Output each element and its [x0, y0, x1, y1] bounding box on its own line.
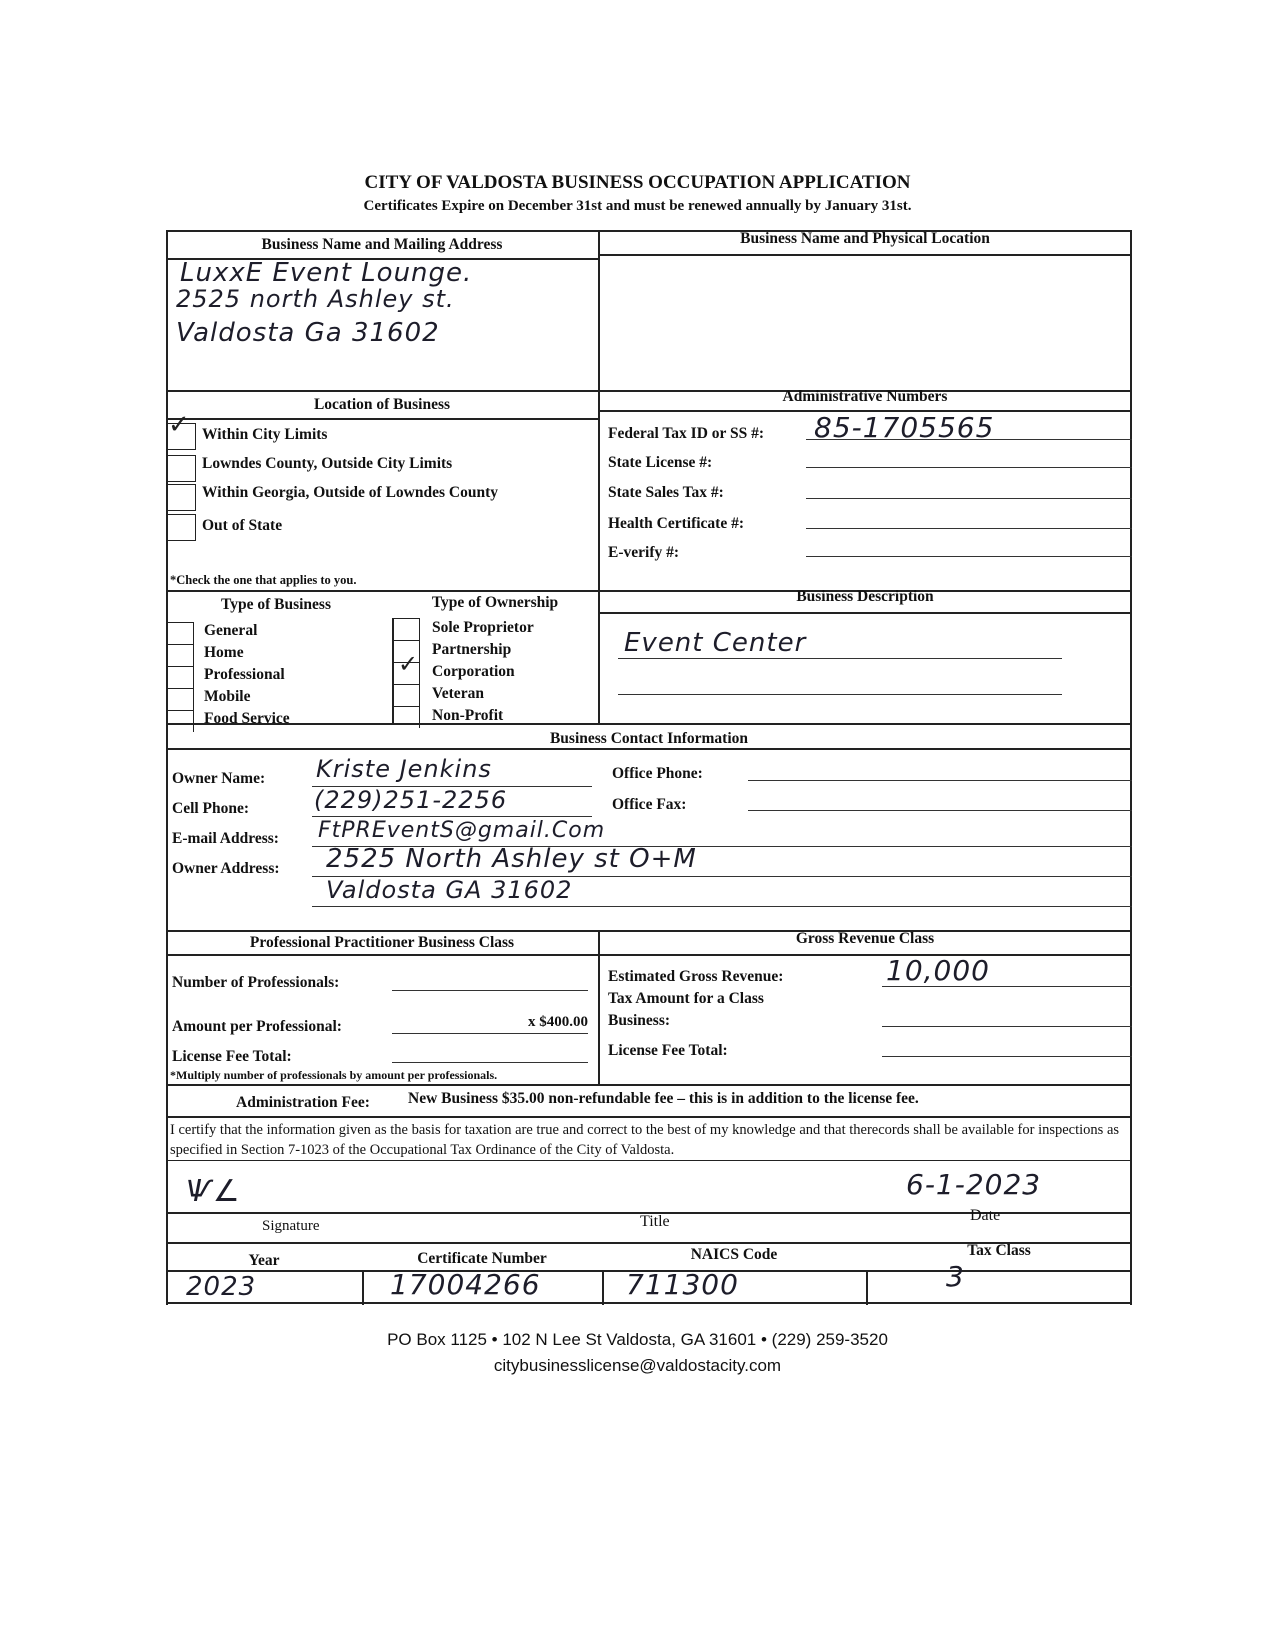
amount-per-professional-value: x $400.00	[528, 1014, 588, 1030]
business-type-mobile: Mobile	[204, 688, 251, 705]
certify-text: I certify that the information given as the basis for taxation are true and correct to the best of my knowledge and that therecords shall be available for inspections as specified in Section 7-1023 of the Occupational Tax Ordinance of the City of Valdosta.	[170, 1122, 1120, 1158]
description-line-2[interactable]	[618, 694, 1062, 695]
sole-proprietor-checkbox[interactable]	[392, 618, 420, 640]
home-checkbox[interactable]	[166, 644, 194, 666]
location-option-3: Within Georgia, Outside of Lowndes County	[202, 484, 498, 501]
date-label: Date	[970, 1207, 1001, 1224]
owner-address-label: Owner Address:	[172, 860, 280, 877]
email-label: E-mail Address:	[172, 830, 279, 847]
gross-fee-label: License Fee Total:	[608, 1042, 728, 1059]
page-title: CITY OF VALDOSTA BUSINESS OCCUPATION APPLICATION	[364, 172, 911, 193]
state-license-field[interactable]	[806, 467, 1132, 468]
email-value: FtPREventS@gmail.Com	[318, 818, 606, 843]
everify-field[interactable]	[806, 556, 1132, 557]
estimated-gross-label: Estimated Gross Revenue:	[608, 968, 784, 985]
health-cert-label: Health Certificate #:	[608, 515, 744, 532]
ownership-check-mark: ✓	[398, 650, 419, 678]
general-checkbox[interactable]	[166, 622, 194, 644]
owner-name-value: Kriste Jenkins	[316, 755, 492, 783]
lowndes-county-checkbox[interactable]	[166, 455, 196, 482]
office-phone-label: Office Phone:	[612, 765, 703, 782]
num-professionals-field[interactable]	[392, 990, 588, 991]
date-value: 6-1-2023	[906, 1168, 1042, 1201]
food-service-checkbox[interactable]	[166, 710, 194, 732]
tax-amount-field[interactable]	[882, 1026, 1132, 1027]
ownership-non-profit: Non-Profit	[432, 707, 504, 724]
application-form	[166, 230, 1132, 1360]
state-license-label: State License #:	[608, 454, 713, 471]
office-fax-label: Office Fax:	[612, 796, 687, 813]
cell-phone-label: Cell Phone:	[172, 800, 250, 817]
health-cert-field[interactable]	[806, 528, 1132, 529]
mailing-line-2: 2525 north Ashley st.	[176, 285, 455, 313]
year-label: Year	[248, 1252, 280, 1269]
location-heading: Location of Business	[313, 396, 451, 413]
location-option-4: Out of State	[202, 517, 283, 534]
estimated-gross-value: 10,000	[886, 954, 990, 987]
veteran-checkbox[interactable]	[392, 684, 420, 706]
fed-tax-label: Federal Tax ID or SS #:	[608, 425, 765, 442]
gross-fee-field[interactable]	[882, 1056, 1132, 1057]
professional-note: *Multiply number of professionals by amount per professionals.	[170, 1068, 498, 1082]
amount-per-professional-label: Amount per Professional:	[172, 1018, 342, 1035]
admin-fee-text: New Business $35.00 non-refundable fee – this is in addition to the license fee.	[408, 1090, 919, 1107]
cell-phone-value: (229)251-2256	[314, 786, 508, 814]
ownership-corporation: Corporation	[432, 663, 515, 680]
mailing-heading: Business Name and Mailing Address	[261, 236, 503, 253]
everify-label: E-verify #:	[608, 544, 680, 561]
ownership-partnership: Partnership	[432, 641, 512, 658]
owner-name-label: Owner Name:	[172, 770, 266, 787]
ownership-sole-proprietor: Sole Proprietor	[432, 619, 534, 636]
out-of-state-checkbox[interactable]	[166, 514, 196, 541]
professional-fee-field[interactable]	[392, 1062, 588, 1063]
num-professionals-label: Number of Professionals:	[172, 974, 340, 991]
gross-heading: Gross Revenue Class	[795, 930, 935, 947]
tax-class-value: 3	[946, 1260, 965, 1293]
page-subtitle: Certificates Expire on December 31st and must be renewed annually by January 31st.	[363, 198, 912, 214]
within-georgia-checkbox[interactable]	[166, 484, 196, 511]
year-value: 2023	[186, 1272, 257, 1302]
mailing-line-3: Valdosta Ga 31602	[176, 318, 440, 348]
physical-location-area[interactable]	[602, 258, 1128, 388]
tax-amount-label-1: Tax Amount for a Class	[608, 990, 764, 1007]
cert-number-value: 17004266	[390, 1268, 541, 1301]
mobile-checkbox[interactable]	[166, 688, 194, 710]
business-type-heading: Type of Business	[221, 596, 331, 613]
owner-address-line-2: Valdosta GA 31602	[326, 876, 573, 904]
professional-heading: Professional Practitioner Business Class	[249, 934, 515, 951]
ownership-heading: Type of Ownership	[431, 594, 559, 611]
tax-amount-label-2: Business:	[608, 1012, 671, 1029]
cert-number-label: Certificate Number	[417, 1250, 547, 1267]
professional-fee-label: License Fee Total:	[172, 1048, 292, 1065]
signature-label: Signature	[262, 1218, 320, 1234]
business-type-home: Home	[204, 644, 244, 661]
business-type-professional: Professional	[204, 666, 285, 683]
office-phone-field[interactable]	[748, 780, 1132, 781]
naics-label: NAICS Code	[690, 1246, 778, 1263]
location-note: *Check the one that applies to you.	[170, 573, 357, 587]
tax-class-label: Tax Class	[967, 1242, 1031, 1259]
admin-heading: Administrative Numbers	[782, 388, 948, 405]
location-option-1: Within City Limits	[202, 426, 328, 443]
signature-mark: Ѱ∠	[186, 1174, 241, 1209]
fed-tax-value: 85-1705565	[814, 411, 995, 444]
location-option-2: Lowndes County, Outside City Limits	[202, 455, 453, 472]
admin-fee-label: Administration Fee:	[236, 1094, 370, 1111]
office-fax-field[interactable]	[748, 810, 1132, 811]
mailing-line-1: LuxxE Event Lounge.	[180, 258, 473, 288]
sales-tax-field[interactable]	[806, 498, 1132, 499]
business-type-food-service: Food Service	[204, 710, 290, 727]
description-value: Event Center	[624, 628, 807, 658]
business-type-general: General	[204, 622, 258, 639]
description-heading: Business Description	[796, 588, 934, 605]
owner-address-line-1: 2525 North Ashley st O+M	[326, 844, 697, 874]
ownership-veteran: Veteran	[432, 685, 484, 702]
sales-tax-label: State Sales Tax #:	[608, 484, 724, 501]
title-label: Title	[640, 1213, 670, 1230]
footer-email[interactable]: citybusinesslicense@valdostacity.com	[493, 1356, 782, 1375]
footer-address: PO Box 1125 • 102 N Lee St Valdosta, GA 31601 • (229) 259-3520	[387, 1330, 888, 1349]
contact-heading: Business Contact Information	[549, 730, 749, 747]
professional-checkbox[interactable]	[166, 666, 194, 688]
physical-heading: Business Name and Physical Location	[740, 230, 990, 247]
location-check-mark: ✓	[168, 410, 190, 440]
naics-value: 711300	[626, 1268, 739, 1301]
